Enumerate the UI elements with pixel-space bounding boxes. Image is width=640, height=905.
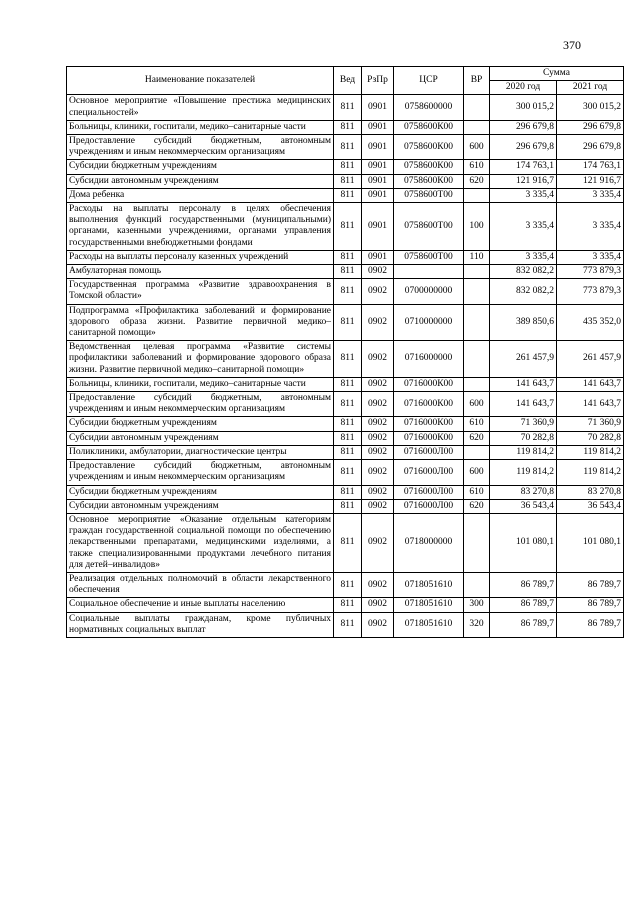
row-ved: 811 xyxy=(334,513,362,572)
row-sum-2020: 300 015,2 xyxy=(490,95,557,120)
row-ved: 811 xyxy=(334,392,362,417)
table-row xyxy=(67,135,624,160)
row-name: Дома ребенка xyxy=(67,188,334,202)
row-vr: 600 xyxy=(464,460,490,485)
row-sum-2020: 119 814,2 xyxy=(490,460,557,485)
row-rzpr: 0901 xyxy=(362,250,394,264)
table-row xyxy=(67,341,624,378)
row-csr: 0718051610 xyxy=(394,598,464,612)
table-row xyxy=(67,612,624,637)
row-vr: 320 xyxy=(464,612,490,637)
table-row xyxy=(67,431,624,445)
row-rzpr: 0902 xyxy=(362,445,394,459)
header-vr: ВР xyxy=(464,67,490,95)
row-ved: 811 xyxy=(334,485,362,499)
row-sum-2021: 300 015,2 xyxy=(557,95,624,120)
row-sum-2020: 119 814,2 xyxy=(490,445,557,459)
table-row xyxy=(67,174,624,188)
row-sum-2021: 119 814,2 xyxy=(557,460,624,485)
row-sum-2021: 174 763,1 xyxy=(557,160,624,174)
row-name: Реализация отдельных полномочий в области лекарственного обеспечения xyxy=(67,572,334,597)
row-csr: 0700000000 xyxy=(394,279,464,304)
row-name: Расходы на выплаты персоналу в целях обеспечения выполнения функций государственными (муниципальными) органами, казенными учреждениями, органами управления государственными внебюджетными фондами xyxy=(67,203,334,251)
row-rzpr: 0901 xyxy=(362,174,394,188)
row-vr xyxy=(464,445,490,459)
row-sum-2020: 832 082,2 xyxy=(490,279,557,304)
row-sum-2020: 389 850,6 xyxy=(490,304,557,341)
row-vr xyxy=(464,120,490,134)
row-rzpr: 0902 xyxy=(362,392,394,417)
row-name: Подпрограмма «Профилактика заболеваний и формирование здорового образа жизни. Развитие первичной медико–санитарной помощи» xyxy=(67,304,334,341)
row-name: Амбулаторная помощь xyxy=(67,265,334,279)
row-csr: 0716000Л00 xyxy=(394,445,464,459)
row-vr: 610 xyxy=(464,417,490,431)
row-name: Предоставление субсидий бюджетным, автономным учреждениям и иным некоммерческим организациям xyxy=(67,392,334,417)
row-vr: 110 xyxy=(464,250,490,264)
row-sum-2020: 261 457,9 xyxy=(490,341,557,378)
row-ved: 811 xyxy=(334,460,362,485)
row-sum-2021: 86 789,7 xyxy=(557,612,624,637)
page-number: 370 xyxy=(563,38,581,52)
row-ved: 811 xyxy=(334,174,362,188)
table-row xyxy=(67,417,624,431)
row-rzpr: 0902 xyxy=(362,417,394,431)
row-ved: 811 xyxy=(334,279,362,304)
header-ved: Вед xyxy=(334,67,362,95)
row-rzpr: 0901 xyxy=(362,120,394,134)
row-name: Основное мероприятие «Повышение престижа медицинских специальностей» xyxy=(67,95,334,120)
row-rzpr: 0902 xyxy=(362,431,394,445)
row-ved: 811 xyxy=(334,499,362,513)
row-sum-2021: 261 457,9 xyxy=(557,341,624,378)
row-csr: 0718051610 xyxy=(394,612,464,637)
row-sum-2021: 70 282,8 xyxy=(557,431,624,445)
row-rzpr: 0902 xyxy=(362,460,394,485)
row-csr: 0716000К00 xyxy=(394,431,464,445)
row-vr xyxy=(464,572,490,597)
row-sum-2020: 101 080,1 xyxy=(490,513,557,572)
row-sum-2020: 70 282,8 xyxy=(490,431,557,445)
row-vr xyxy=(464,341,490,378)
row-rzpr: 0902 xyxy=(362,612,394,637)
row-sum-2020: 296 679,8 xyxy=(490,120,557,134)
row-sum-2020: 3 335,4 xyxy=(490,203,557,251)
row-ved: 811 xyxy=(334,598,362,612)
row-sum-2020: 832 082,2 xyxy=(490,265,557,279)
row-rzpr: 0902 xyxy=(362,377,394,391)
row-csr: 0718000000 xyxy=(394,513,464,572)
row-rzpr: 0901 xyxy=(362,135,394,160)
row-ved: 811 xyxy=(334,265,362,279)
table-row xyxy=(67,485,624,499)
row-sum-2021: 3 335,4 xyxy=(557,188,624,202)
row-vr: 300 xyxy=(464,598,490,612)
row-ved: 811 xyxy=(334,417,362,431)
row-sum-2020: 71 360,9 xyxy=(490,417,557,431)
row-sum-2021: 435 352,0 xyxy=(557,304,624,341)
row-rzpr: 0901 xyxy=(362,95,394,120)
row-sum-2020: 141 643,7 xyxy=(490,392,557,417)
table-row xyxy=(67,120,624,134)
table-row xyxy=(67,188,624,202)
row-vr xyxy=(464,513,490,572)
row-ved: 811 xyxy=(334,431,362,445)
table-row xyxy=(67,250,624,264)
row-csr: 0718051610 xyxy=(394,572,464,597)
table-row xyxy=(67,499,624,513)
row-csr: 0716000К00 xyxy=(394,377,464,391)
row-ved: 811 xyxy=(334,572,362,597)
row-name: Государственная программа «Развитие здравоохранения в Томской области» xyxy=(67,279,334,304)
row-name: Предоставление субсидий бюджетным, автономным учреждениям и иным некоммерческим организациям xyxy=(67,460,334,485)
row-rzpr: 0902 xyxy=(362,265,394,279)
row-sum-2021: 141 643,7 xyxy=(557,377,624,391)
row-vr: 610 xyxy=(464,160,490,174)
row-sum-2021: 86 789,7 xyxy=(557,572,624,597)
row-sum-2021: 3 335,4 xyxy=(557,250,624,264)
row-csr: 0716000Л00 xyxy=(394,485,464,499)
table-row xyxy=(67,203,624,251)
header-csr: ЦСР xyxy=(394,67,464,95)
row-vr: 600 xyxy=(464,135,490,160)
row-csr: 0716000000 xyxy=(394,341,464,378)
row-sum-2020: 83 270,8 xyxy=(490,485,557,499)
row-vr: 600 xyxy=(464,392,490,417)
row-csr: 0716000К00 xyxy=(394,392,464,417)
row-ved: 811 xyxy=(334,135,362,160)
row-rzpr: 0902 xyxy=(362,341,394,378)
row-name: Субсидии автономным учреждениям xyxy=(67,499,334,513)
row-sum-2021: 141 643,7 xyxy=(557,392,624,417)
row-csr: 0758600К00 xyxy=(394,160,464,174)
row-sum-2021: 296 679,8 xyxy=(557,120,624,134)
row-name: Больницы, клиники, госпитали, медико–санитарные части xyxy=(67,120,334,134)
row-csr xyxy=(394,265,464,279)
row-vr: 100 xyxy=(464,203,490,251)
row-sum-2020: 3 335,4 xyxy=(490,188,557,202)
row-sum-2021: 296 679,8 xyxy=(557,135,624,160)
row-sum-2020: 86 789,7 xyxy=(490,612,557,637)
row-csr: 0716000Л00 xyxy=(394,499,464,513)
row-rzpr: 0902 xyxy=(362,513,394,572)
row-ved: 811 xyxy=(334,188,362,202)
row-csr: 0758600К00 xyxy=(394,174,464,188)
row-name: Ведомственная целевая программа «Развитие системы профилактики заболеваний и формирование здорового образа жизни. Развитие первичной медико–санитарной помощи» xyxy=(67,341,334,378)
row-csr: 0758600К00 xyxy=(394,120,464,134)
row-ved: 811 xyxy=(334,250,362,264)
row-ved: 811 xyxy=(334,377,362,391)
row-ved: 811 xyxy=(334,203,362,251)
table-row xyxy=(67,377,624,391)
row-rzpr: 0901 xyxy=(362,203,394,251)
row-vr xyxy=(464,95,490,120)
row-ved: 811 xyxy=(334,160,362,174)
table-row xyxy=(67,279,624,304)
row-vr: 620 xyxy=(464,431,490,445)
row-ved: 811 xyxy=(334,341,362,378)
row-csr: 0710000000 xyxy=(394,304,464,341)
row-sum-2021: 86 789,7 xyxy=(557,598,624,612)
row-ved: 811 xyxy=(334,95,362,120)
row-csr: 0716000Л00 xyxy=(394,460,464,485)
row-sum-2021: 71 360,9 xyxy=(557,417,624,431)
header-year-2021: 2021 год xyxy=(557,81,624,95)
row-rzpr: 0902 xyxy=(362,572,394,597)
row-ved: 811 xyxy=(334,612,362,637)
row-csr: 0716000К00 xyxy=(394,417,464,431)
row-name: Социальные выплаты гражданам, кроме публичных нормативных социальных выплат xyxy=(67,612,334,637)
row-csr: 0758600Т00 xyxy=(394,203,464,251)
row-rzpr: 0902 xyxy=(362,485,394,499)
table-row xyxy=(67,460,624,485)
table-row xyxy=(67,598,624,612)
row-name: Предоставление субсидий бюджетным, автономным учреждениям и иным некоммерческим организациям xyxy=(67,135,334,160)
row-name: Субсидии бюджетным учреждениям xyxy=(67,417,334,431)
row-vr xyxy=(464,304,490,341)
row-csr: 0758600000 xyxy=(394,95,464,120)
row-name: Социальное обеспечение и иные выплаты населению xyxy=(67,598,334,612)
table-row xyxy=(67,513,624,572)
row-sum-2020: 121 916,7 xyxy=(490,174,557,188)
row-sum-2021: 36 543,4 xyxy=(557,499,624,513)
row-vr xyxy=(464,188,490,202)
row-ved: 811 xyxy=(334,445,362,459)
header-name: Наименование показателей xyxy=(67,67,334,95)
row-name: Субсидии автономным учреждениям xyxy=(67,431,334,445)
row-name: Субсидии бюджетным учреждениям xyxy=(67,485,334,499)
row-sum-2021: 119 814,2 xyxy=(557,445,624,459)
row-sum-2020: 3 335,4 xyxy=(490,250,557,264)
row-vr: 620 xyxy=(464,499,490,513)
row-sum-2020: 141 643,7 xyxy=(490,377,557,391)
row-rzpr: 0902 xyxy=(362,598,394,612)
row-sum-2021: 3 335,4 xyxy=(557,203,624,251)
row-sum-2020: 86 789,7 xyxy=(490,572,557,597)
row-sum-2021: 83 270,8 xyxy=(557,485,624,499)
table-row xyxy=(67,95,624,120)
header-year-2020: 2020 год xyxy=(490,81,557,95)
row-name: Поликлиники, амбулатории, диагностические центры xyxy=(67,445,334,459)
row-name: Основное мероприятие «Оказание отдельным категориям граждан государственной социальной помощи по обеспечению лекарственными препаратами, медицинскими изделиями, а также специализированными продуктами лечебного питания для детей–инвалидов» xyxy=(67,513,334,572)
row-name: Субсидии автономным учреждениям xyxy=(67,174,334,188)
header-sum: Сумма xyxy=(490,67,624,81)
row-vr: 620 xyxy=(464,174,490,188)
row-vr: 610 xyxy=(464,485,490,499)
row-sum-2021: 773 879,3 xyxy=(557,265,624,279)
header-rzpr: РзПр xyxy=(362,67,394,95)
table-row xyxy=(67,160,624,174)
row-sum-2021: 121 916,7 xyxy=(557,174,624,188)
row-rzpr: 0902 xyxy=(362,279,394,304)
table-row xyxy=(67,304,624,341)
row-rzpr: 0902 xyxy=(362,499,394,513)
row-name: Субсидии бюджетным учреждениям xyxy=(67,160,334,174)
table-header xyxy=(67,67,624,95)
table-body xyxy=(67,95,624,638)
table-row xyxy=(67,445,624,459)
row-sum-2020: 296 679,8 xyxy=(490,135,557,160)
row-vr xyxy=(464,279,490,304)
row-rzpr: 0902 xyxy=(362,304,394,341)
table-row xyxy=(67,572,624,597)
row-vr xyxy=(464,377,490,391)
row-sum-2021: 101 080,1 xyxy=(557,513,624,572)
row-csr: 0758600Т00 xyxy=(394,188,464,202)
row-vr xyxy=(464,265,490,279)
row-name: Расходы на выплаты персоналу казенных учреждений xyxy=(67,250,334,264)
row-sum-2020: 174 763,1 xyxy=(490,160,557,174)
row-rzpr: 0901 xyxy=(362,160,394,174)
row-ved: 811 xyxy=(334,304,362,341)
table-row xyxy=(67,392,624,417)
row-csr: 0758600Т00 xyxy=(394,250,464,264)
budget-table xyxy=(66,66,624,638)
table-row xyxy=(67,265,624,279)
row-rzpr: 0901 xyxy=(362,188,394,202)
row-ved: 811 xyxy=(334,120,362,134)
row-sum-2020: 36 543,4 xyxy=(490,499,557,513)
row-name: Больницы, клиники, госпитали, медико–санитарные части xyxy=(67,377,334,391)
row-sum-2020: 86 789,7 xyxy=(490,598,557,612)
row-csr: 0758600К00 xyxy=(394,135,464,160)
row-sum-2021: 773 879,3 xyxy=(557,279,624,304)
